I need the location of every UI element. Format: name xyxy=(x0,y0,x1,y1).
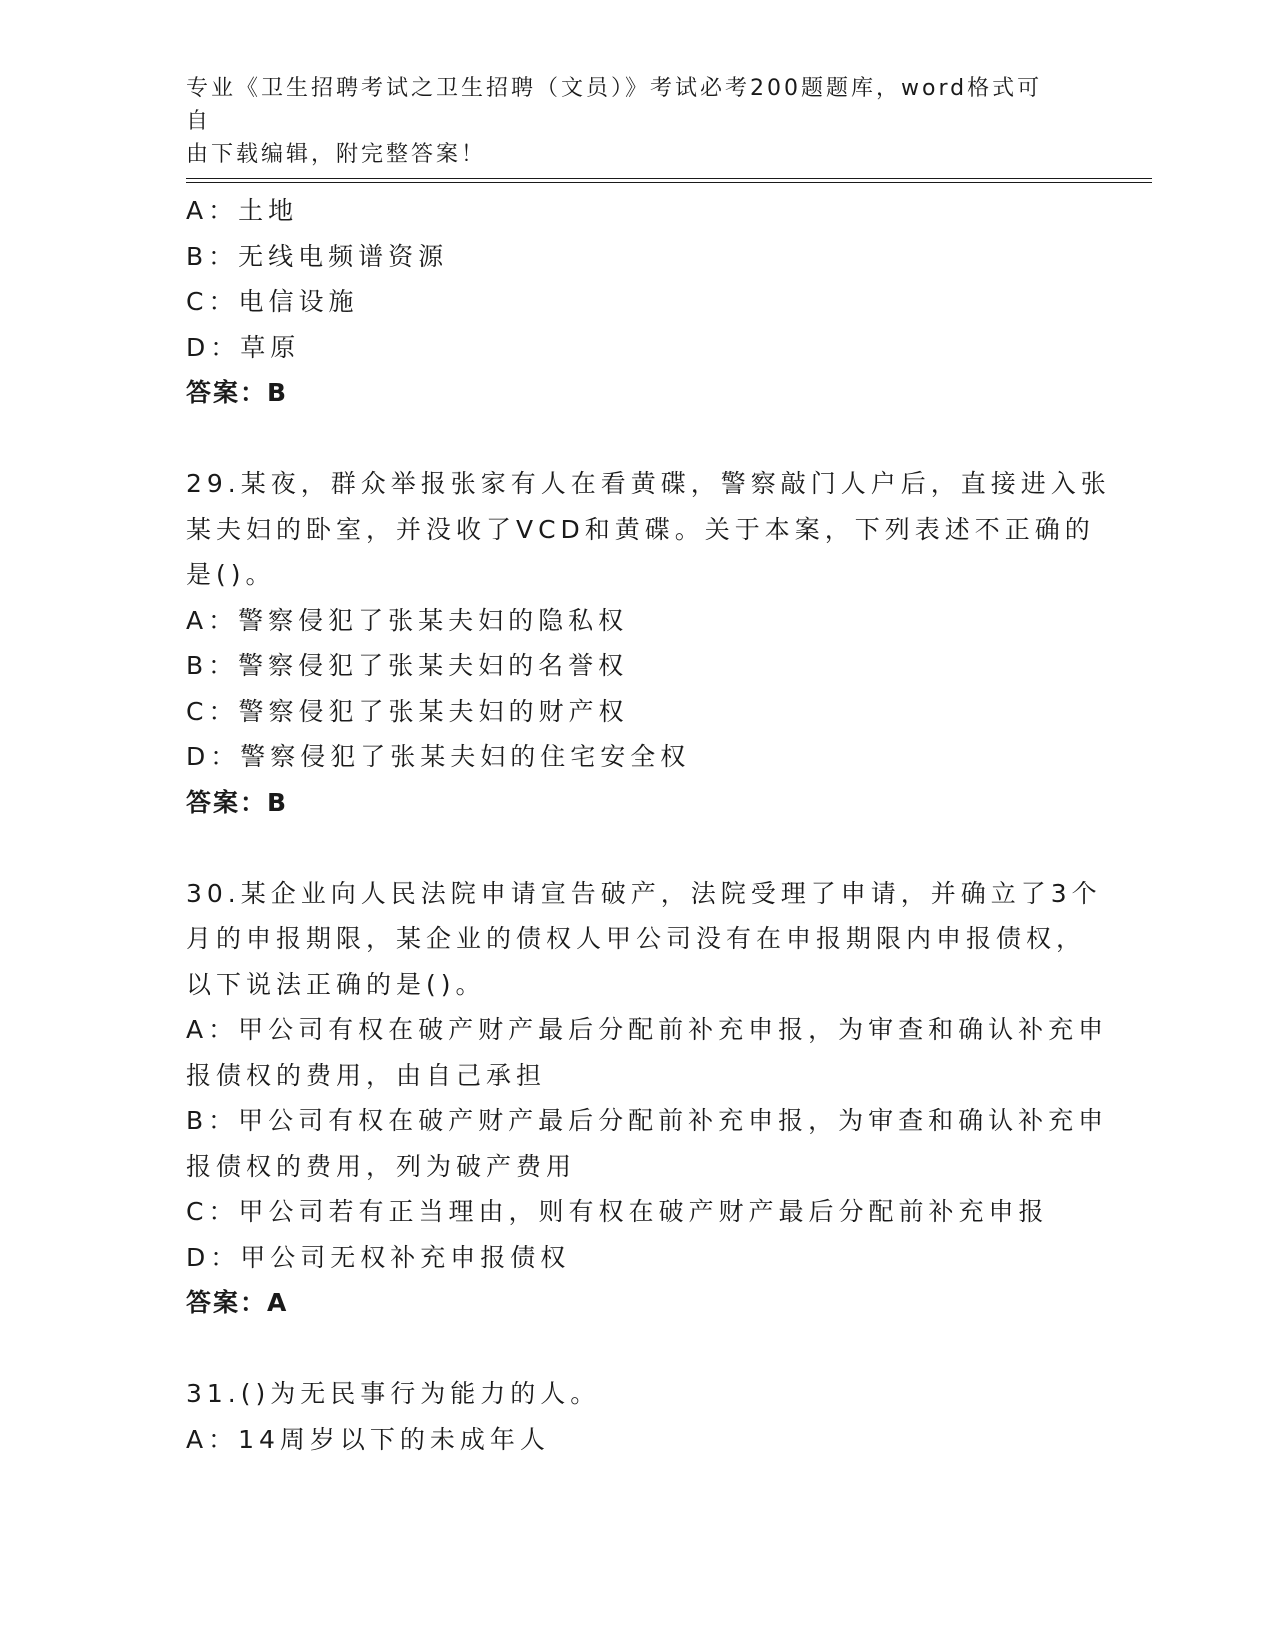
option-b: B：甲公司有权在破产财产最后分配前补充申报，为审查和确认补充申 xyxy=(186,1106,1109,1135)
question-28 xyxy=(186,188,1152,416)
option-a: A：甲公司有权在破产财产最后分配前补充申报，为审查和确认补充申 xyxy=(186,1015,1109,1044)
question-29 xyxy=(186,461,1152,825)
question-list xyxy=(186,188,1152,1462)
option-a: A：土地 xyxy=(186,196,299,225)
spacer xyxy=(186,825,1152,871)
question-31 xyxy=(186,1371,1152,1462)
option-b-continued: 报债权的费用，列为破产费用 xyxy=(186,1151,577,1181)
option-c: C：电信设施 xyxy=(186,287,359,316)
answer: 答案：A xyxy=(186,1288,289,1317)
option-d: D：草原 xyxy=(186,332,301,362)
question-stem-line: 30.某企业向人民法院申请宣告破产，法院受理了申请，并确立了3个 xyxy=(186,878,1102,908)
question-30 xyxy=(186,871,1152,1326)
question-stem-line: 31.()为无民事行为能力的人。 xyxy=(186,1379,601,1408)
header-line-1: 专业《卫生招聘考试之卫生招聘（文员）》考试必考200题题库，word格式可自 xyxy=(186,76,1043,134)
option-a: A：14周岁以下的未成年人 xyxy=(186,1424,550,1454)
document-page xyxy=(186,0,1152,1650)
document-header xyxy=(186,72,1066,171)
option-c: C：甲公司若有正当理由，则有权在破产财产最后分配前补充申报 xyxy=(186,1197,1049,1226)
question-stem-line: 月的申报期限，某企业的债权人甲公司没有在申报期限内申报债权， xyxy=(186,924,1087,953)
option-d: D：警察侵犯了张某夫妇的住宅安全权 xyxy=(186,742,691,771)
option-a: A：警察侵犯了张某夫妇的隐私权 xyxy=(186,605,629,635)
header-line-2: 由下载编辑，附完整答案！ xyxy=(186,142,487,167)
answer: 答案：B xyxy=(186,787,289,817)
option-d: D：甲公司无权补充申报债权 xyxy=(186,1242,571,1272)
option-c: C：警察侵犯了张某夫妇的财产权 xyxy=(186,696,629,726)
spacer xyxy=(186,416,1152,462)
question-stem-line: 是()。 xyxy=(186,560,276,589)
option-b: B：警察侵犯了张某夫妇的名誉权 xyxy=(186,651,629,680)
option-b: B：无线电频谱资源 xyxy=(186,241,449,271)
question-stem-line: 以下说法正确的是()。 xyxy=(186,969,486,999)
header-divider xyxy=(186,178,1152,183)
spacer xyxy=(186,1326,1152,1372)
option-a-continued: 报债权的费用，由自己承担 xyxy=(186,1060,547,1090)
answer: 答案：B xyxy=(186,378,289,407)
question-stem-line: 某夫妇的卧室，并没收了VCD和黄碟。关于本案，下列表述不正确的 xyxy=(186,514,1095,544)
question-stem-line: 29.某夜，群众举报张家有人在看黄碟，警察敲门人户后，直接进入张 xyxy=(186,469,1111,498)
